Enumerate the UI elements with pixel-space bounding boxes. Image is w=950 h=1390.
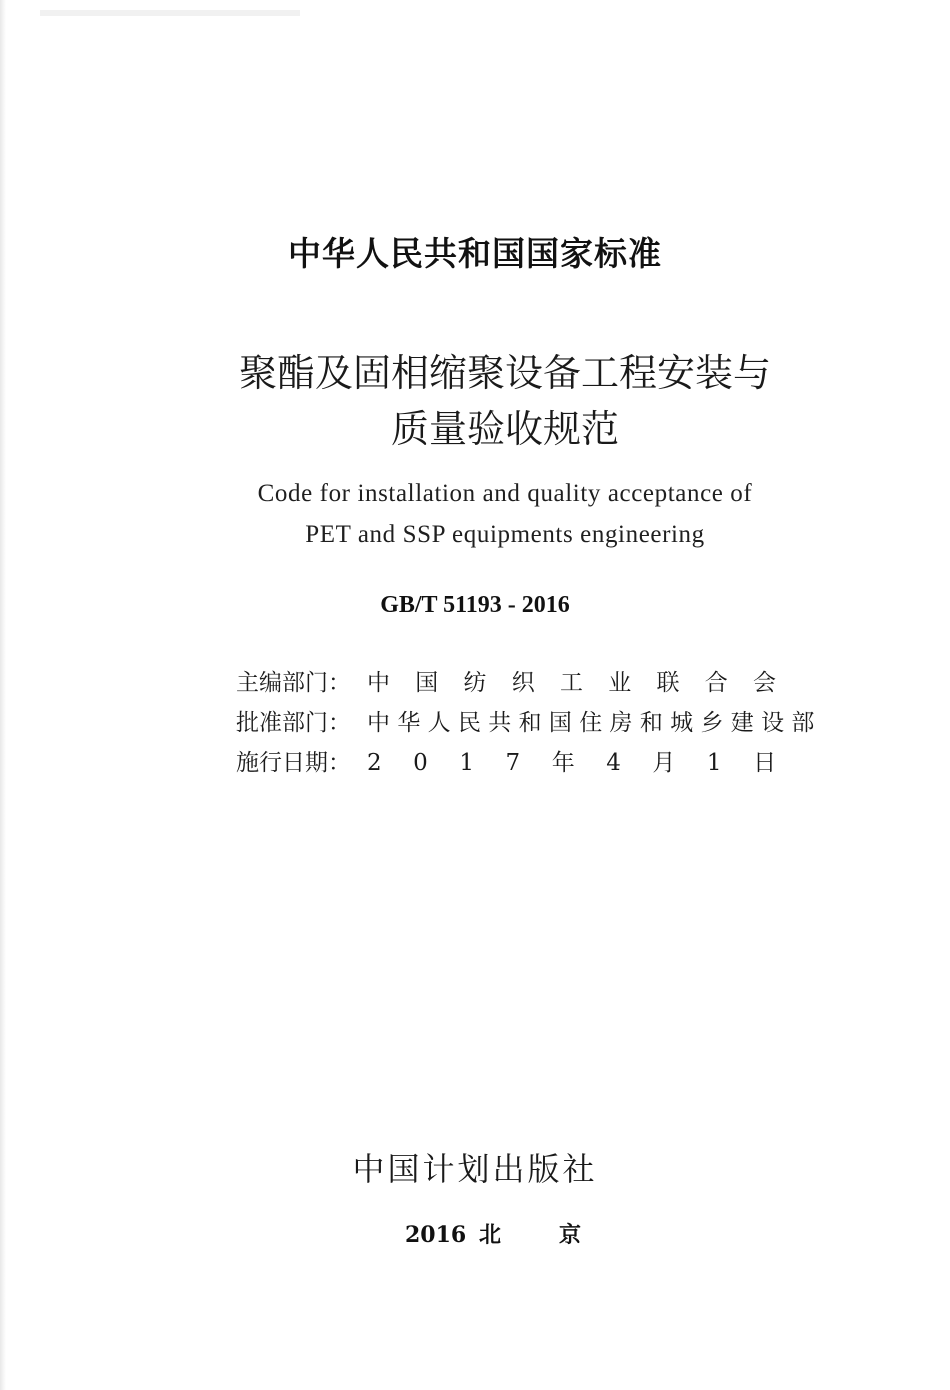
title-en-line1: Code for installation and quality acceptance of: [257, 480, 753, 507]
meta-row-approved-by: [236, 704, 815, 736]
scan-top-mark: [40, 10, 300, 16]
effective-date-value: 2 0 1 7 年 4 月 1 日: [367, 750, 777, 776]
meta-row-effective-date: [236, 744, 776, 776]
publisher-name: 中国计划出版社: [352, 1150, 598, 1188]
publication-city-char-1: 北: [479, 1222, 502, 1248]
title-zh-line1: 聚酯及固相缩聚设备工程安装与: [238, 351, 771, 395]
publication-city-char-2: 京: [559, 1222, 582, 1248]
title-en-line2: PET and SSP equipments engineering: [305, 521, 705, 548]
standard-code: GB/T 51193 - 2016: [380, 592, 570, 618]
chief-editor-value: 中 国 纺 织 工 业 联 合 会: [367, 670, 776, 696]
title-zh-line2: 质量验收规范: [390, 407, 619, 451]
publication-year-place: [405, 1218, 581, 1249]
series-title: 中华人民共和国国家标准: [288, 234, 662, 273]
chief-editor-label: 主编部门：: [236, 670, 351, 696]
approved-by-value: 中 华 人 民 共 和 国 住 房 和 城 乡 建 设 部: [367, 710, 815, 736]
approved-by-label: 批准部门：: [236, 710, 351, 736]
publication-year: 2016: [405, 1222, 467, 1248]
meta-row-chief-editor: [236, 664, 776, 696]
effective-date-label: 施行日期：: [236, 750, 351, 776]
